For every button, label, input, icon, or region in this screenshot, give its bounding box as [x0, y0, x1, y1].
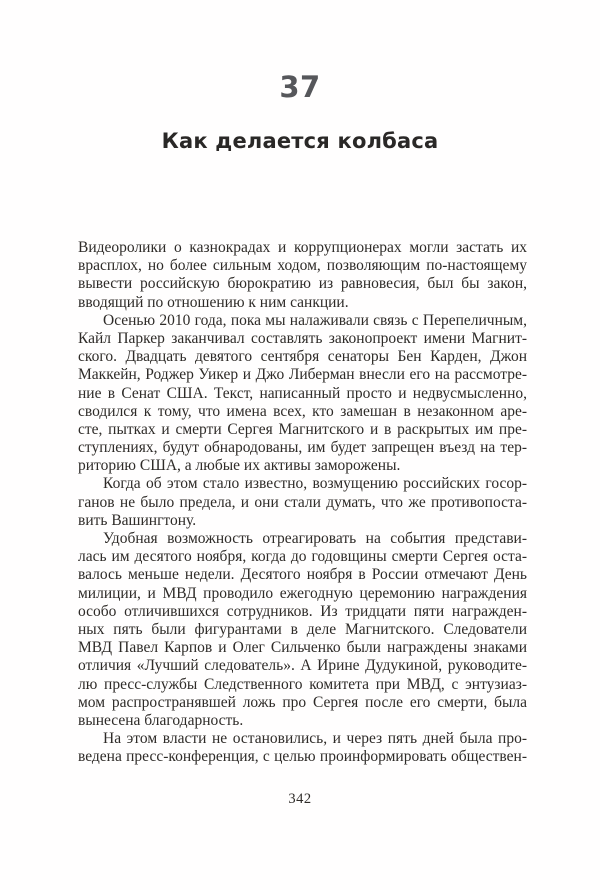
chapter-title: Как делается колбаса: [161, 129, 439, 153]
text-line: ние в Сенат США. Текст, написанный просто и недвусмысленно,: [78, 384, 527, 402]
text-line: ступлениях, будут обнародованы, им будет запрещен въезд на тер-: [78, 439, 527, 457]
text-line: МВД Павел Карпов и Олег Сильченко были награждены знаками: [78, 639, 527, 657]
text-line: милиции, и МВД проводило ежегодную церемонию награждения: [78, 584, 527, 602]
text-line: Осенью 2010 года, пока мы налаживали связь с Перепеличным,: [103, 311, 527, 329]
text-line: На этом власти не остановились, и через пять дней была про-: [103, 730, 527, 748]
text-line: особо отличившихся сотрудников. Из тридцати пяти награжден-: [78, 602, 527, 620]
text-line: вить Вашингтону.: [78, 511, 197, 529]
text-line: ского. Двадцать девятого сентября сенаторы Бен Карден, Джон: [78, 348, 527, 366]
paragraph: [78, 730, 527, 766]
text-line: ведена пресс-конференция, с целью проинформировать обществен-: [78, 748, 527, 766]
paragraph: [78, 239, 527, 312]
text-line: мом распространявшей ложь про Сергея после его смерти, была: [78, 693, 527, 711]
paragraph: [78, 530, 527, 730]
text-line: валось меньше недели. Десятого ноября в России отмечают День: [78, 566, 527, 584]
text-line: ганов не было предела, и они стали думать, что же противопоста-: [78, 493, 527, 511]
text-line: Кайл Паркер заканчивал составлять законопроект имени Магнит-: [78, 329, 527, 347]
text-line: вынесена благодарность.: [78, 711, 244, 729]
text-line: вывести российскую бюрократию из равновесия, был бы закон,: [78, 275, 527, 293]
page-number: 342: [288, 791, 312, 807]
text-line: лю пресс-службы Следственного комитета при МВД, с энтузиаз-: [78, 675, 527, 693]
text-line: Когда об этом стало известно, возмущению российских госор-: [103, 475, 527, 493]
text-line: ных пять были фигурантами в деле Магнитского. Следователи: [78, 620, 527, 638]
text-line: сте, пытках и смерти Сергея Магнитского и в раскрытых им пре-: [78, 420, 527, 438]
text-line: отличия «Лучший следователь». А Ирине Дудукиной, руководите-: [78, 657, 527, 675]
chapter-number: 37: [279, 70, 321, 104]
text-line: Маккейн, Роджер Уикер и Джо Либерман внесли его на рассмотре-: [78, 366, 527, 384]
text-line: вводящий по отношению к ним санкции.: [78, 293, 349, 311]
text-line: врасплох, но более сильным ходом, позволяющим по-настоящему: [78, 257, 527, 275]
text-line: лась им десятого ноября, когда до годовщины смерти Сергея оста-: [78, 548, 527, 566]
text-line: Видеоролики о казнокрадах и коррупционерах могли застать их: [78, 239, 527, 256]
text-line: Удобная возможность отреагировать на события представи-: [103, 530, 527, 547]
text-line: сводился к тому, что имена всех, кто замешан в незаконном аре-: [78, 402, 527, 420]
paragraph: [78, 475, 527, 530]
text-line: риторию США, а любые их активы заморожены.: [78, 457, 401, 475]
body-text: [78, 239, 527, 766]
paragraph: [78, 312, 527, 476]
